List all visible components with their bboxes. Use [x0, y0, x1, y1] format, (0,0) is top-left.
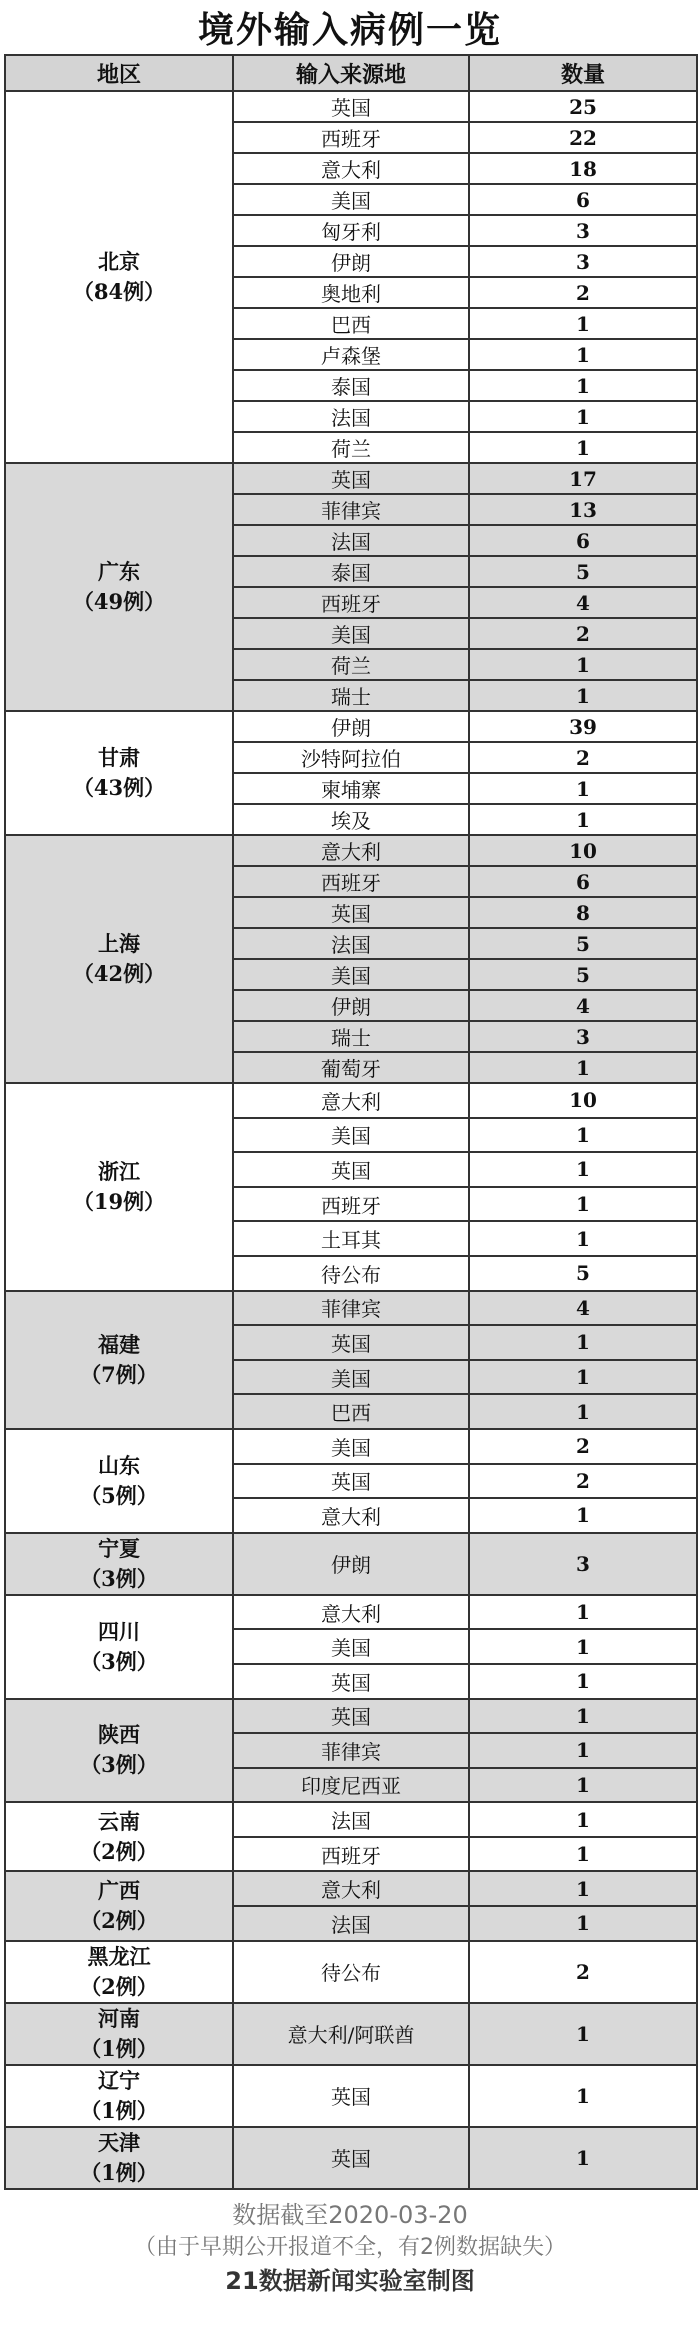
- source-country-cell: 卢森堡: [233, 339, 469, 370]
- case-count-cell: 5: [469, 556, 697, 587]
- footer-note: （由于早期公开报道不全，有2例数据缺失）: [134, 2234, 566, 2260]
- source-country-cell: 埃及: [233, 804, 469, 835]
- source-country-cell: 美国: [233, 1360, 469, 1395]
- table-body: [5, 91, 697, 2189]
- source-country-cell: 巴西: [233, 308, 469, 339]
- case-count-cell: 1: [469, 1360, 697, 1395]
- case-count-cell: 1: [469, 1871, 697, 1906]
- case-count-cell: 6: [469, 866, 697, 897]
- source-country-cell: 菲律宾: [233, 1291, 469, 1326]
- source-country-cell: 奥地利: [233, 277, 469, 308]
- source-country-cell: 巴西: [233, 1394, 469, 1429]
- region-cell: [5, 835, 233, 1083]
- table-row: [5, 463, 697, 494]
- source-country-cell: 法国: [233, 1906, 469, 1941]
- case-count-cell: 1: [469, 1664, 697, 1699]
- source-country-cell: 西班牙: [233, 587, 469, 618]
- source-country-cell: 英国: [233, 897, 469, 928]
- case-count-cell: 6: [469, 184, 697, 215]
- case-count-cell: 18: [469, 153, 697, 184]
- header-source: 输入来源地: [233, 55, 469, 91]
- case-count-cell: 4: [469, 587, 697, 618]
- source-country-cell: 伊朗: [233, 711, 469, 742]
- source-country-cell: 美国: [233, 959, 469, 990]
- table-row: [5, 1802, 697, 1837]
- region-name: 河南: [98, 2005, 140, 2031]
- source-country-cell: 英国: [233, 1664, 469, 1699]
- case-count-cell: 1: [469, 773, 697, 804]
- source-country-cell: 法国: [233, 1802, 469, 1837]
- source-country-cell: 法国: [233, 401, 469, 432]
- case-count-cell: 1: [469, 370, 697, 401]
- case-count-cell: 1: [469, 401, 697, 432]
- case-count-cell: 1: [469, 804, 697, 835]
- case-count-cell: 1: [469, 1733, 697, 1768]
- region-total: （3例）: [80, 1648, 158, 1674]
- source-country-cell: 菲律宾: [233, 494, 469, 525]
- region-total: （2例）: [80, 1838, 158, 1864]
- region-total: （84例）: [72, 279, 166, 304]
- case-count-cell: 1: [469, 1118, 697, 1153]
- case-count-cell: 5: [469, 959, 697, 990]
- case-count-cell: 1: [469, 1221, 697, 1256]
- region-cell: [5, 2003, 233, 2065]
- source-country-cell: 美国: [233, 1629, 469, 1664]
- case-count-cell: 1: [469, 1394, 697, 1429]
- region-name: 天津: [98, 2129, 140, 2155]
- case-count-cell: 3: [469, 1533, 697, 1595]
- case-count-cell: 1: [469, 1629, 697, 1664]
- source-country-cell: 伊朗: [233, 990, 469, 1021]
- source-country-cell: 柬埔寨: [233, 773, 469, 804]
- source-country-cell: 西班牙: [233, 1837, 469, 1872]
- source-country-cell: 印度尼西亚: [233, 1768, 469, 1803]
- source-country-cell: 意大利: [233, 1871, 469, 1906]
- region-name: 浙江: [98, 1158, 140, 1184]
- case-count-cell: 1: [469, 1325, 697, 1360]
- region-cell: [5, 1595, 233, 1699]
- header-count: 数量: [469, 55, 697, 91]
- region-total: （19例）: [72, 1188, 166, 1214]
- region-total: （2例）: [80, 1908, 158, 1934]
- case-count-cell: 10: [469, 1083, 697, 1118]
- source-country-cell: 伊朗: [233, 246, 469, 277]
- case-count-cell: 1: [469, 1498, 697, 1533]
- source-country-cell: 泰国: [233, 370, 469, 401]
- case-count-cell: 1: [469, 1595, 697, 1630]
- table-row: [5, 711, 697, 742]
- source-country-cell: 英国: [233, 1699, 469, 1734]
- case-count-cell: 4: [469, 990, 697, 1021]
- region-cell: [5, 1802, 233, 1871]
- case-count-cell: 39: [469, 711, 697, 742]
- region-name: 宁夏: [98, 1535, 140, 1561]
- region-name: 辽宁: [98, 2067, 140, 2093]
- source-country-cell: 法国: [233, 928, 469, 959]
- region-cell: [5, 1291, 233, 1429]
- source-country-cell: 瑞士: [233, 680, 469, 711]
- case-count-cell: 1: [469, 1152, 697, 1187]
- case-count-cell: 2: [469, 618, 697, 649]
- source-country-cell: 待公布: [233, 1256, 469, 1291]
- region-name: 北京: [98, 249, 140, 274]
- case-count-cell: 1: [469, 1802, 697, 1837]
- case-count-cell: 5: [469, 1256, 697, 1291]
- case-count-cell: 1: [469, 2003, 697, 2065]
- case-count-cell: 17: [469, 463, 697, 494]
- source-country-cell: 法国: [233, 525, 469, 556]
- region-cell: [5, 1871, 233, 1940]
- case-count-cell: 2: [469, 742, 697, 773]
- region-cell: [5, 1941, 233, 2003]
- table-row: [5, 91, 697, 122]
- source-country-cell: 葡萄牙: [233, 1052, 469, 1083]
- table-header-row: [5, 55, 697, 91]
- source-country-cell: 瑞士: [233, 1021, 469, 1052]
- region-total: （5例）: [80, 1482, 158, 1508]
- source-country-cell: 西班牙: [233, 866, 469, 897]
- source-country-cell: 西班牙: [233, 122, 469, 153]
- source-country-cell: 西班牙: [233, 1187, 469, 1222]
- source-country-cell: 美国: [233, 1118, 469, 1153]
- region-cell: [5, 1083, 233, 1291]
- region-name: 云南: [98, 1808, 140, 1834]
- source-country-cell: 伊朗: [233, 1533, 469, 1595]
- case-count-cell: 1: [469, 308, 697, 339]
- region-total: （1例）: [80, 2159, 158, 2185]
- region-cell: [5, 2065, 233, 2127]
- table-row: [5, 1699, 697, 1734]
- source-country-cell: 荷兰: [233, 649, 469, 680]
- region-cell: [5, 1699, 233, 1803]
- region-cell: [5, 463, 233, 711]
- source-country-cell: 英国: [233, 1325, 469, 1360]
- case-count-cell: 2: [469, 277, 697, 308]
- region-name: 四川: [98, 1618, 140, 1644]
- region-name: 陕西: [98, 1722, 140, 1748]
- source-country-cell: 英国: [233, 1152, 469, 1187]
- source-country-cell: 英国: [233, 91, 469, 122]
- case-count-cell: 6: [469, 525, 697, 556]
- table-row: [5, 2003, 697, 2065]
- region-total: （1例）: [80, 2035, 158, 2061]
- case-count-cell: 25: [469, 91, 697, 122]
- region-total: （3例）: [80, 1752, 158, 1778]
- source-country-cell: 匈牙利: [233, 215, 469, 246]
- case-count-cell: 4: [469, 1291, 697, 1326]
- region-total: （3例）: [80, 1565, 158, 1591]
- case-count-cell: 8: [469, 897, 697, 928]
- table-row: [5, 1941, 697, 2003]
- footer-date: 数据截至2020-03-20: [232, 2200, 468, 2229]
- source-country-cell: 英国: [233, 1464, 469, 1499]
- table-row: [5, 2065, 697, 2127]
- table-row: [5, 1595, 697, 1630]
- case-count-cell: 22: [469, 122, 697, 153]
- source-country-cell: 意大利/阿联酋: [233, 2003, 469, 2065]
- table-row: [5, 1429, 697, 1464]
- table-row: [5, 1291, 697, 1326]
- page-title: 境外输入病例一览: [197, 9, 502, 51]
- region-name: 上海: [98, 931, 140, 956]
- case-count-cell: 1: [469, 2065, 697, 2127]
- footer: [0, 2190, 700, 2298]
- case-count-cell: 3: [469, 215, 697, 246]
- case-count-cell: 1: [469, 1187, 697, 1222]
- source-country-cell: 意大利: [233, 1595, 469, 1630]
- region-name: 甘肃: [98, 745, 140, 770]
- region-cell: [5, 1533, 233, 1595]
- table-row: [5, 1083, 697, 1118]
- source-country-cell: 美国: [233, 618, 469, 649]
- case-count-cell: 1: [469, 1699, 697, 1734]
- case-count-cell: 1: [469, 680, 697, 711]
- source-country-cell: 菲律宾: [233, 1733, 469, 1768]
- case-count-cell: 13: [469, 494, 697, 525]
- region-name: 广东: [98, 559, 140, 584]
- footer-credit: 21数据新闻实验室制图: [225, 2266, 475, 2295]
- case-count-cell: 1: [469, 2127, 697, 2189]
- source-country-cell: 意大利: [233, 1083, 469, 1118]
- region-total: （49例）: [72, 589, 166, 614]
- source-country-cell: 荷兰: [233, 432, 469, 463]
- case-count-cell: 10: [469, 835, 697, 866]
- table-row: [5, 1533, 697, 1595]
- region-cell: [5, 91, 233, 463]
- case-count-cell: 2: [469, 1464, 697, 1499]
- case-count-cell: 2: [469, 1429, 697, 1464]
- table-row: [5, 2127, 697, 2189]
- region-cell: [5, 1429, 233, 1533]
- case-count-cell: 2: [469, 1941, 697, 2003]
- source-country-cell: 英国: [233, 2127, 469, 2189]
- case-count-cell: 1: [469, 1837, 697, 1872]
- header-region: 地区: [5, 55, 233, 91]
- case-count-cell: 1: [469, 1052, 697, 1083]
- source-country-cell: 意大利: [233, 153, 469, 184]
- case-count-cell: 1: [469, 649, 697, 680]
- region-total: （42例）: [72, 961, 166, 986]
- case-count-cell: 1: [469, 1768, 697, 1803]
- region-total: （2例）: [80, 1973, 158, 1999]
- case-count-cell: 1: [469, 432, 697, 463]
- region-name: 福建: [98, 1331, 140, 1357]
- case-count-cell: 1: [469, 339, 697, 370]
- source-country-cell: 英国: [233, 463, 469, 494]
- source-country-cell: 英国: [233, 2065, 469, 2127]
- region-name: 山东: [98, 1452, 140, 1478]
- case-count-cell: 3: [469, 246, 697, 277]
- source-country-cell: 美国: [233, 184, 469, 215]
- case-count-cell: 5: [469, 928, 697, 959]
- imported-cases-table: [4, 54, 698, 2190]
- source-country-cell: 泰国: [233, 556, 469, 587]
- region-total: （7例）: [80, 1361, 158, 1387]
- table-row: [5, 1871, 697, 1906]
- region-total: （1例）: [80, 2097, 158, 2123]
- case-count-cell: 1: [469, 1906, 697, 1941]
- source-country-cell: 意大利: [233, 835, 469, 866]
- source-country-cell: 待公布: [233, 1941, 469, 2003]
- region-cell: [5, 2127, 233, 2189]
- case-count-cell: 3: [469, 1021, 697, 1052]
- region-name: 黑龙江: [87, 1943, 151, 1969]
- source-country-cell: 土耳其: [233, 1221, 469, 1256]
- region-cell: [5, 711, 233, 835]
- source-country-cell: 沙特阿拉伯: [233, 742, 469, 773]
- region-total: （43例）: [72, 775, 166, 800]
- region-name: 广西: [98, 1878, 140, 1904]
- table-row: [5, 835, 697, 866]
- source-country-cell: 美国: [233, 1429, 469, 1464]
- source-country-cell: 意大利: [233, 1498, 469, 1533]
